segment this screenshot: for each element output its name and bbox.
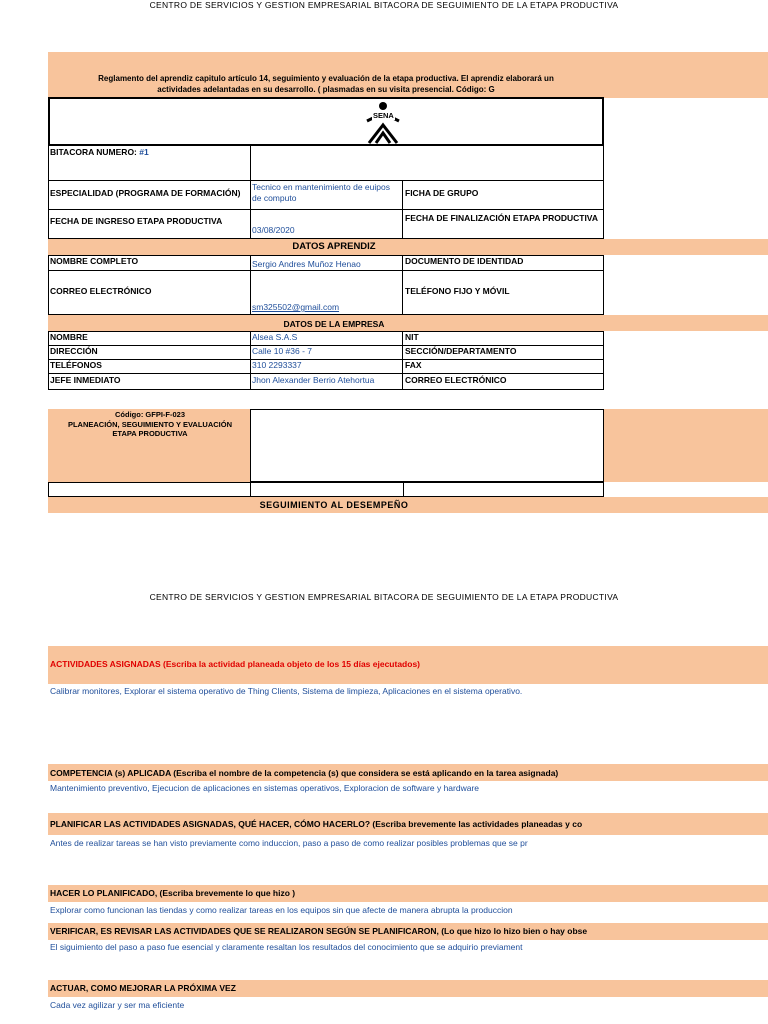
divider xyxy=(403,482,404,497)
planificar-value: Antes de realizar tareas se han visto previamente como induccion, paso a paso de como realizar posibles problemas que se pr xyxy=(50,838,528,848)
verificar-value: El siguimiento del paso a paso fue esencial y claramente resaltan los resultados del conocimiento que se adquirio previament xyxy=(50,942,523,952)
jefe-label: JEFE INMEDIATO xyxy=(50,375,121,385)
nit-label: NIT xyxy=(405,332,419,342)
correo-value[interactable]: sm325502@gmail.com xyxy=(252,302,340,312)
verificar-label: VERIFICAR, ES REVISAR LAS ACTIVIDADES QUE SE REALIZARON SEGÚN SE PLANIFICARON, (Lo que hizo lo hizo bien o hay obse xyxy=(50,926,588,936)
ficha-label: FICHA DE GRUPO xyxy=(405,188,479,198)
competencia-label: COMPETENCIA (s) APLICADA (Escriba el nombre de la competencia (s) que considera se está aplicando en la tarea asignada) xyxy=(50,768,559,778)
fecha-ingreso-label: FECHA DE INGRESO ETAPA PRODUCTIVA xyxy=(50,216,223,226)
blank-row xyxy=(48,482,604,497)
hacer-label: HACER LO PLANIFICADO, (Escriba brevemente lo que hizo ) xyxy=(50,888,296,898)
actividades-value: Calibrar monitores, Explorar el sistema operativo de Thing Clients, Sistema de limpieza, Aplicaciones en el sistema operativo. xyxy=(50,686,523,696)
divider xyxy=(48,373,604,374)
reglamento-line1: Reglamento del aprendiz capitulo artículo 14, seguimiento y evaluación de la etapa productiva. El aprendiz elaborará un xyxy=(98,74,554,83)
divider xyxy=(250,482,251,497)
fecha-ingreso-value: 03/08/2020 xyxy=(252,225,295,235)
nombre-value: Alsea S.A.S xyxy=(252,332,298,342)
divider xyxy=(250,146,251,181)
hacer-value: Explorar como funcionan las tiendas y como realizar tareas en los equipos sin que afecte de manera abrupta la produccion xyxy=(50,905,513,915)
logo-box xyxy=(48,97,604,146)
documento-label: DOCUMENTO DE IDENTIDAD xyxy=(405,256,524,266)
telefonos-label: TELÉFONOS xyxy=(50,360,102,370)
bitacora-value: #1 xyxy=(139,147,149,157)
sena-logo-icon xyxy=(363,101,403,145)
fax-label: FAX xyxy=(405,360,422,370)
telefonos-value: 310 2293337 xyxy=(252,360,302,370)
datos-aprendiz-title: DATOS APRENDIZ xyxy=(292,241,376,252)
page-header: CENTRO DE SERVICIOS Y GESTION EMPRESARIAL BITACORA DE SEGUIMIENTO DE LA ETAPA PRODUCTIVA xyxy=(149,0,619,10)
especialidad-label: ESPECIALIDAD (PROGRAMA DE FORMACIÓN) xyxy=(50,188,241,198)
nombre-completo-label: NOMBRE COMPLETO xyxy=(50,256,139,266)
telefono-label: TELÉFONO FIJO Y MÓVIL xyxy=(405,286,510,296)
seccion-label: SECCIÓN/DEPARTAMENTO xyxy=(405,346,517,356)
correo-label: CORREO ELECTRÓNICO xyxy=(50,286,152,296)
actuar-label: ACTUAR, COMO MEJORAR LA PRÓXIMA VEZ xyxy=(50,983,236,993)
datos-empresa-title: DATOS DE LA EMPRESA xyxy=(283,319,385,329)
actividades-label: ACTIVIDADES ASIGNADAS (Escriba la actividad planeada objeto de los 15 días ejecutados) xyxy=(50,659,421,669)
competencia-value: Mantenimiento preventivo, Ejecucion de aplicaciones en sistemas operativos, Exploracion de software y hardware xyxy=(50,783,480,793)
actuar-value: Cada vez agilizar y ser ma eficiente xyxy=(50,1000,185,1010)
fecha-fin-label: FECHA DE FINALIZACIÓN ETAPA PRODUCTIVA xyxy=(405,213,598,223)
especialidad-value: Tecnico en mantenimiento de euipos de computo xyxy=(252,182,390,203)
logo-text: SENA xyxy=(373,111,394,120)
jefe-value: Jhon Alexander Berrio Atehortua xyxy=(252,375,375,385)
direccion-label: DIRECCIÓN xyxy=(50,346,98,356)
bitacora-label: BITACORA NUMERO: #1 xyxy=(50,147,149,157)
reglamento-line2: actividades adelantadas en su desarrollo. ( plasmadas en su visita presencial. Código: G xyxy=(157,85,495,94)
nombre-completo-value: Sergio Andres Muñoz Henao xyxy=(252,259,361,269)
codigo-line1: Código: GFPI-F-023 xyxy=(115,410,185,419)
planificar-label: PLANIFICAR LAS ACTIVIDADES ASIGNADAS, QUÉ HACER, CÓMO HACERLO? (Escriba brevemente las actividades planeadas y co xyxy=(50,819,583,829)
codigo-line2: PLANEACIÓN, SEGUIMIENTO Y EVALUACIÓN xyxy=(67,419,233,429)
correo2-label: CORREO ELECTRÓNICO xyxy=(405,375,507,385)
codigo-line3: ETAPA PRODUCTIVA xyxy=(112,429,188,438)
codigo-blank xyxy=(250,409,604,482)
nombre-label: NOMBRE xyxy=(50,332,88,342)
direccion-value: Calle 10 #36 - 7 xyxy=(252,346,313,356)
page2-header: CENTRO DE SERVICIOS Y GESTION EMPRESARIAL BITACORA DE SEGUIMIENTO DE LA ETAPA PRODUCTIVA xyxy=(149,592,619,602)
seguimiento-title: SEGUIMIENTO AL DESEMPEÑO xyxy=(259,500,409,510)
codigo-text xyxy=(50,410,250,439)
